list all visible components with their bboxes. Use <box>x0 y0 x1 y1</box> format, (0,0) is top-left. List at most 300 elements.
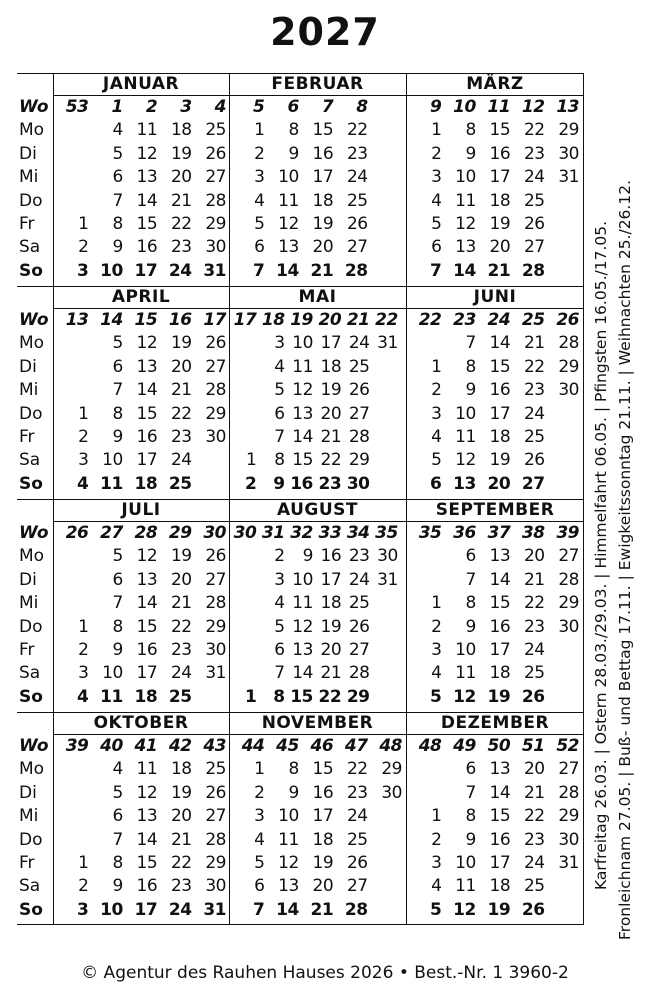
day-number: 6 <box>430 473 442 494</box>
week-number: 36 <box>453 523 476 543</box>
day-number: 4 <box>431 876 442 897</box>
day-number: 5 <box>431 214 442 234</box>
day-number: 17 <box>489 167 511 188</box>
day-number: 19 <box>320 380 342 401</box>
day-number: 29 <box>381 759 402 780</box>
day-number: 4 <box>254 829 265 850</box>
week-number: 19 <box>290 310 313 330</box>
day-number: 1 <box>78 616 89 637</box>
month-januar <box>53 73 229 286</box>
day-number: 16 <box>312 143 334 164</box>
day-number: 19 <box>320 616 342 637</box>
day-number: 1 <box>254 120 265 141</box>
day-number: 6 <box>254 876 265 897</box>
day-number: 16 <box>489 829 511 850</box>
week-number: 44 <box>241 736 265 756</box>
day-number: 5 <box>112 143 123 164</box>
day-number: 28 <box>521 260 545 281</box>
day-number: 29 <box>558 120 579 141</box>
day-number: 16 <box>489 380 511 401</box>
day-number: 24 <box>348 333 370 354</box>
day-number: 30 <box>205 237 226 258</box>
day-number: 1 <box>431 120 442 141</box>
week-number: 11 <box>487 97 511 117</box>
week-number: 7 <box>321 97 334 117</box>
day-number: 23 <box>523 829 545 850</box>
day-number: 30 <box>205 640 226 660</box>
day-number: 21 <box>320 427 342 447</box>
day-number: 19 <box>312 214 334 234</box>
day-number: 11 <box>455 663 476 684</box>
day-number: 18 <box>170 120 192 141</box>
day-number: 27 <box>348 640 370 660</box>
day-number: 29 <box>348 450 370 471</box>
day-number: 17 <box>320 333 342 354</box>
row-label: Sa <box>19 663 41 684</box>
day-number: 6 <box>112 569 123 590</box>
day-number: 7 <box>253 260 265 281</box>
day-number: 20 <box>170 356 192 377</box>
row-label: Fr <box>19 427 35 447</box>
day-number: 20 <box>312 237 334 258</box>
day-number: 10 <box>455 403 476 424</box>
day-number: 30 <box>205 427 226 447</box>
day-number: 29 <box>558 806 579 827</box>
week-number: 45 <box>276 736 299 756</box>
month-september <box>406 499 584 712</box>
day-number: 18 <box>312 829 334 850</box>
day-number: 6 <box>431 237 442 258</box>
day-number: 22 <box>318 686 342 707</box>
calendar-grid <box>17 73 584 925</box>
day-number: 26 <box>346 853 368 873</box>
day-number: 17 <box>489 403 511 424</box>
day-number: 7 <box>112 593 123 614</box>
day-number: 14 <box>489 782 511 803</box>
day-number: 31 <box>377 569 398 590</box>
day-number: 29 <box>205 403 226 424</box>
day-number: 30 <box>205 876 226 897</box>
day-number: 17 <box>136 663 158 684</box>
day-number: 24 <box>523 853 545 873</box>
day-number: 23 <box>523 143 545 164</box>
day-number: 13 <box>489 546 511 567</box>
day-number: 15 <box>136 853 158 873</box>
week-number: 28 <box>134 523 158 543</box>
day-number: 8 <box>288 759 299 780</box>
day-number: 3 <box>431 167 442 188</box>
day-number: 4 <box>112 759 123 780</box>
day-number: 18 <box>134 473 158 494</box>
row-label: Do <box>19 190 43 211</box>
day-number: 6 <box>274 640 285 660</box>
week-number: 2 <box>145 97 158 117</box>
day-number: 28 <box>344 899 368 920</box>
year-title: 2027 <box>270 10 380 54</box>
day-number: 26 <box>348 380 370 401</box>
month-februar <box>229 73 406 286</box>
day-number: 25 <box>346 190 368 211</box>
week-number: 34 <box>346 523 370 543</box>
day-number: 3 <box>78 663 89 684</box>
month-mai <box>229 286 406 499</box>
day-number: 28 <box>205 190 226 211</box>
day-number: 30 <box>377 546 398 567</box>
day-number: 21 <box>170 190 192 211</box>
row-label: Fr <box>19 853 35 873</box>
day-number: 4 <box>431 190 442 211</box>
day-number: 28 <box>205 829 226 850</box>
day-number: 29 <box>558 593 579 614</box>
day-number: 3 <box>274 569 285 590</box>
week-number: 48 <box>379 736 402 756</box>
day-number: 25 <box>523 663 545 684</box>
day-number: 15 <box>489 806 511 827</box>
day-number: 4 <box>77 686 89 707</box>
day-number: 23 <box>170 427 192 447</box>
day-number: 13 <box>278 876 299 897</box>
week-number: 33 <box>318 523 342 543</box>
day-number: 9 <box>112 237 123 258</box>
day-number: 16 <box>312 782 334 803</box>
day-number: 11 <box>292 593 313 614</box>
day-number: 14 <box>489 569 511 590</box>
week-number: 6 <box>287 97 299 117</box>
day-number: 20 <box>523 759 545 780</box>
day-number: 6 <box>465 546 476 567</box>
day-number: 29 <box>205 853 226 873</box>
row-label: So <box>19 260 43 281</box>
day-number: 11 <box>455 427 476 447</box>
day-number: 11 <box>278 829 299 850</box>
row-labels <box>17 499 53 712</box>
day-number: 5 <box>254 853 265 873</box>
week-number: 32 <box>290 523 313 543</box>
day-number: 19 <box>487 899 511 920</box>
day-number: 3 <box>254 167 265 188</box>
day-number: 8 <box>465 356 476 377</box>
day-number: 20 <box>489 237 511 258</box>
day-number: 21 <box>523 569 545 590</box>
day-number: 26 <box>348 616 370 637</box>
quarter-4 <box>17 712 584 925</box>
day-number: 12 <box>455 450 476 471</box>
day-number: 13 <box>489 759 511 780</box>
day-number: 28 <box>558 782 579 803</box>
day-number: 12 <box>136 143 158 164</box>
day-number: 7 <box>253 899 265 920</box>
day-number: 31 <box>377 333 398 354</box>
day-number: 10 <box>102 663 123 684</box>
day-number: 23 <box>170 876 192 897</box>
day-number: 4 <box>112 120 123 141</box>
day-number: 24 <box>170 450 192 471</box>
day-number: 9 <box>112 876 123 897</box>
day-number: 9 <box>465 380 476 401</box>
day-number: 24 <box>523 167 545 188</box>
day-number: 6 <box>112 356 123 377</box>
day-number: 29 <box>346 686 370 707</box>
day-number: 28 <box>205 380 226 401</box>
month-august <box>229 499 406 712</box>
day-number: 21 <box>320 663 342 684</box>
day-number: 14 <box>136 593 158 614</box>
row-label: Mi <box>19 806 39 827</box>
row-label: Wo <box>19 310 49 330</box>
day-number: 2 <box>431 829 442 850</box>
week-number: 35 <box>418 523 442 543</box>
week-number: 22 <box>375 310 398 330</box>
row-label: Sa <box>19 876 41 897</box>
day-number: 19 <box>170 333 192 354</box>
day-number: 25 <box>346 829 368 850</box>
day-number: 23 <box>523 380 545 401</box>
day-number: 13 <box>278 237 299 258</box>
day-number: 15 <box>489 356 511 377</box>
day-number: 2 <box>431 380 442 401</box>
week-number: 17 <box>203 310 226 330</box>
day-number: 7 <box>274 427 285 447</box>
day-number: 28 <box>348 427 370 447</box>
month-name: SEPTEMBER <box>435 500 555 520</box>
day-number: 2 <box>244 473 257 494</box>
day-number: 22 <box>346 120 368 141</box>
day-number: 16 <box>320 546 342 567</box>
day-number: 4 <box>254 190 265 211</box>
day-number: 17 <box>489 853 511 873</box>
row-label: Wo <box>19 736 49 756</box>
day-number: 13 <box>292 640 313 660</box>
day-number: 3 <box>78 450 89 471</box>
day-number: 6 <box>274 403 285 424</box>
day-number: 20 <box>312 876 334 897</box>
day-number: 3 <box>431 853 442 873</box>
day-number: 12 <box>292 380 313 401</box>
week-number: 1 <box>111 97 123 117</box>
day-number: 15 <box>290 686 313 707</box>
week-number: 27 <box>100 523 123 543</box>
row-label: Mo <box>19 120 45 141</box>
week-number: 4 <box>214 97 226 117</box>
day-number: 10 <box>102 450 123 471</box>
day-number: 14 <box>292 427 313 447</box>
day-number: 9 <box>273 473 285 494</box>
day-number: 3 <box>431 640 442 660</box>
row-label: Sa <box>19 237 41 258</box>
day-number: 25 <box>205 759 226 780</box>
day-number: 12 <box>453 899 476 920</box>
day-number: 30 <box>558 616 579 637</box>
grid-line-horizontal <box>17 712 584 713</box>
grid-line-vertical <box>406 73 407 925</box>
row-label: So <box>19 899 43 920</box>
day-number: 10 <box>455 853 476 873</box>
day-number: 6 <box>254 237 265 258</box>
month-oktober <box>53 712 229 925</box>
day-number: 26 <box>523 450 545 471</box>
day-number: 21 <box>310 899 334 920</box>
week-number: 10 <box>453 97 476 117</box>
quarter-1 <box>17 73 584 286</box>
day-number: 1 <box>254 759 265 780</box>
day-number: 25 <box>205 120 226 141</box>
row-label: Di <box>19 782 37 803</box>
row-label: Do <box>19 403 43 424</box>
day-number: 18 <box>489 190 511 211</box>
day-number: 23 <box>523 616 545 637</box>
day-number: 30 <box>558 380 579 401</box>
day-number: 15 <box>136 403 158 424</box>
row-labels <box>17 73 53 286</box>
day-number: 14 <box>292 663 313 684</box>
day-number: 15 <box>489 593 511 614</box>
day-number: 7 <box>465 782 476 803</box>
day-number: 23 <box>170 237 192 258</box>
day-number: 24 <box>346 806 368 827</box>
day-number: 21 <box>487 260 511 281</box>
day-number: 21 <box>523 782 545 803</box>
day-number: 25 <box>348 356 370 377</box>
week-number: 5 <box>253 97 265 117</box>
quarter-2 <box>17 286 584 499</box>
day-number: 18 <box>489 427 511 447</box>
day-number: 7 <box>465 569 476 590</box>
week-number: 40 <box>100 736 123 756</box>
day-number: 16 <box>136 640 158 660</box>
grid-line-horizontal <box>53 308 584 309</box>
row-label: Fr <box>19 640 35 660</box>
day-number: 24 <box>170 663 192 684</box>
month-name: JULI <box>121 500 161 520</box>
week-number: 30 <box>233 523 257 543</box>
day-number: 6 <box>112 806 123 827</box>
row-label: So <box>19 473 43 494</box>
day-number: 20 <box>320 640 342 660</box>
month-name: APRIL <box>111 287 171 307</box>
day-number: 2 <box>274 546 285 567</box>
day-number: 7 <box>112 380 123 401</box>
day-number: 7 <box>274 663 285 684</box>
week-number: 43 <box>203 736 226 756</box>
day-number: 3 <box>77 260 89 281</box>
week-number: 47 <box>344 736 368 756</box>
week-number: 50 <box>487 736 511 756</box>
day-number: 8 <box>465 806 476 827</box>
day-number: 22 <box>170 214 192 234</box>
month-november <box>229 712 406 925</box>
day-number: 25 <box>168 473 192 494</box>
day-number: 4 <box>274 593 285 614</box>
week-number: 46 <box>310 736 334 756</box>
week-number: 14 <box>100 310 123 330</box>
day-number: 15 <box>136 214 158 234</box>
week-number: 17 <box>233 310 257 330</box>
day-number: 8 <box>465 593 476 614</box>
day-number: 12 <box>136 782 158 803</box>
quarter-3 <box>17 499 584 712</box>
grid-line-horizontal <box>53 95 584 96</box>
day-number: 29 <box>205 214 226 234</box>
row-label: Do <box>19 616 43 637</box>
day-number: 13 <box>136 806 158 827</box>
day-number: 13 <box>136 167 158 188</box>
day-number: 27 <box>346 876 368 897</box>
day-number: 4 <box>274 356 285 377</box>
week-number: 31 <box>261 523 285 543</box>
day-number: 26 <box>521 899 545 920</box>
day-number: 13 <box>136 356 158 377</box>
day-number: 30 <box>558 143 579 164</box>
day-number: 16 <box>136 876 158 897</box>
day-number: 24 <box>168 260 192 281</box>
week-number: 20 <box>318 310 342 330</box>
grid-line-horizontal <box>17 73 584 74</box>
day-number: 5 <box>112 782 123 803</box>
week-number: 53 <box>65 97 89 117</box>
day-number: 10 <box>100 899 123 920</box>
day-number: 16 <box>489 616 511 637</box>
day-number: 5 <box>112 546 123 567</box>
day-number: 9 <box>288 143 299 164</box>
grid-line-horizontal <box>53 521 584 522</box>
day-number: 15 <box>312 120 334 141</box>
day-number: 14 <box>453 260 476 281</box>
day-number: 28 <box>558 569 579 590</box>
day-number: 5 <box>112 333 123 354</box>
day-number: 20 <box>487 473 511 494</box>
row-label: Mo <box>19 546 45 567</box>
day-number: 27 <box>346 237 368 258</box>
day-number: 17 <box>134 260 158 281</box>
day-number: 19 <box>170 546 192 567</box>
row-label: So <box>19 686 43 707</box>
day-number: 23 <box>346 143 368 164</box>
day-number: 18 <box>489 663 511 684</box>
day-number: 12 <box>278 853 299 873</box>
row-label: Wo <box>19 97 49 117</box>
day-number: 17 <box>320 569 342 590</box>
week-number: 39 <box>65 736 89 756</box>
month-name: OKTOBER <box>93 713 189 733</box>
week-number: 16 <box>168 310 192 330</box>
day-number: 21 <box>170 829 192 850</box>
day-number: 6 <box>112 167 123 188</box>
week-number: 3 <box>180 97 192 117</box>
row-label: Mo <box>19 333 45 354</box>
month-name: JUNI <box>473 287 517 307</box>
day-number: 1 <box>78 214 89 234</box>
week-number: 37 <box>487 523 511 543</box>
month-name: NOVEMBER <box>261 713 374 733</box>
day-number: 27 <box>205 806 226 827</box>
week-number: 38 <box>521 523 545 543</box>
day-number: 8 <box>288 120 299 141</box>
day-number: 7 <box>430 260 442 281</box>
day-number: 8 <box>112 214 123 234</box>
day-number: 9 <box>112 427 123 447</box>
day-number: 2 <box>78 876 89 897</box>
week-number: 24 <box>487 310 511 330</box>
day-number: 18 <box>320 356 342 377</box>
week-number: 39 <box>556 523 579 543</box>
day-number: 8 <box>274 450 285 471</box>
day-number: 8 <box>112 853 123 873</box>
day-number: 8 <box>112 616 123 637</box>
day-number: 2 <box>78 640 89 660</box>
day-number: 9 <box>465 829 476 850</box>
day-number: 29 <box>205 616 226 637</box>
day-number: 2 <box>78 237 89 258</box>
